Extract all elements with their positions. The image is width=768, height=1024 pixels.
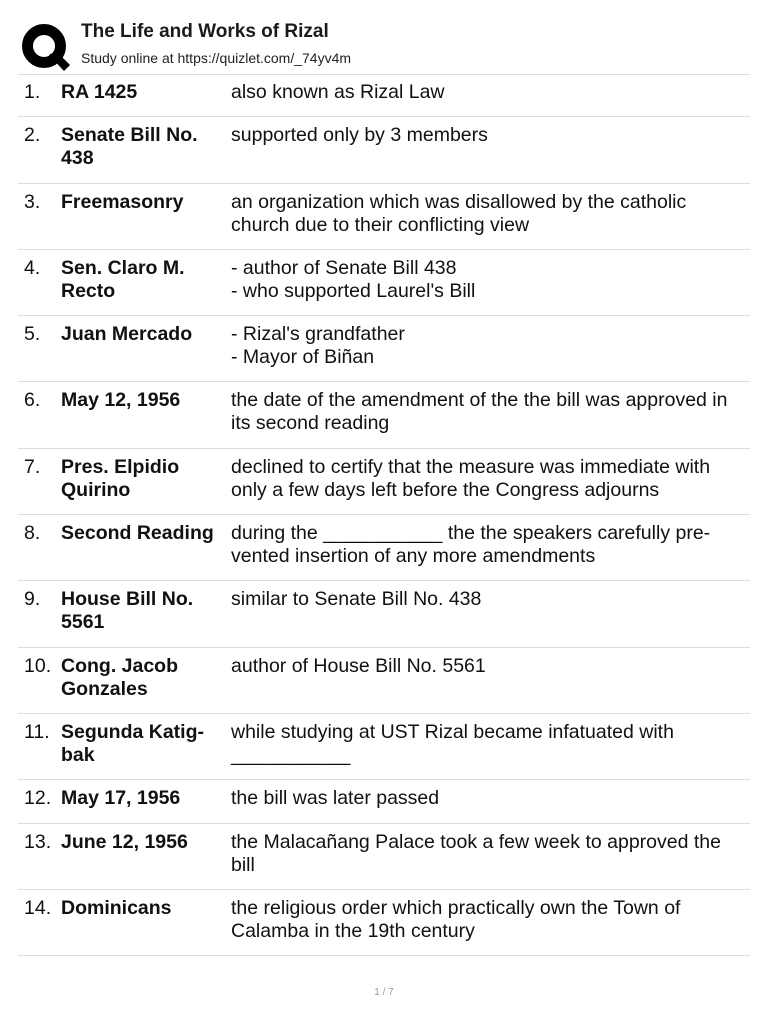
term-line: Segunda Katig- [61,721,205,743]
definition-line: only a few days left before the Congress adjourns [231,479,660,501]
item-term [61,655,225,701]
item-term [61,124,225,170]
term-line: May 12, 1956 [61,389,181,411]
item-definition [231,389,746,435]
item-term [61,81,225,104]
item-definition [231,257,746,303]
definition-line: bill [231,854,255,876]
term-line: Recto [61,280,116,302]
item-number: 8. [24,522,41,544]
item-number: 14. [24,897,52,919]
definition-line: declined to certify that the measure was immediate with [231,456,711,478]
item-term [61,522,225,545]
item-definition [231,655,746,678]
definition-line: the bill was later passed [231,787,440,809]
row-divider [18,955,750,956]
item-number: 10. [24,655,52,677]
document-title: The Life and Works of Rizal [81,21,329,42]
item-term [61,787,225,810]
term-line: House Bill No. [61,588,194,610]
item-definition [231,721,746,767]
item-definition [231,81,746,104]
item-term [61,191,225,214]
definition-line: the religious order which practically own the Town of [231,897,681,919]
definition-line: Calamba in the 19th century [231,920,475,942]
item-definition [231,897,746,943]
list-item [0,184,768,250]
item-number: 13. [24,831,52,853]
item-number: 2. [24,124,41,146]
term-line: Gonzales [61,678,148,700]
item-term [61,831,225,854]
page-indicator: 1 / 7 [374,987,394,998]
item-term [61,389,225,412]
definition-line: while studying at UST Rizal became infatuated with [231,721,674,743]
item-number: 11. [24,721,50,743]
list-item [0,316,768,382]
list-item [0,382,768,449]
list-item [0,780,768,824]
definition-line: the Malacañang Palace took a few week to approved the [231,831,721,853]
item-number: 9. [24,588,41,610]
list-item [0,824,768,890]
item-term [61,721,225,767]
term-line: Sen. Claro M. [61,257,185,279]
list-item [0,74,768,117]
item-definition [231,588,746,611]
term-line: Juan Mercado [61,323,193,345]
item-number: 3. [24,191,41,213]
item-term [61,588,225,634]
item-definition [231,191,746,237]
term-line: 438 [61,147,94,169]
term-line: Freemasonry [61,191,184,213]
item-definition [231,323,746,369]
list-item [0,117,768,184]
term-line: Pres. Elpidio [61,456,180,478]
item-term [61,897,225,920]
list-item [0,648,768,714]
list-item [0,515,768,581]
study-online-link[interactable]: Study online at https://quizlet.com/_74yv4m [81,50,352,66]
item-definition [231,456,746,502]
quizlet-logo-icon [20,22,70,72]
item-definition [231,831,746,877]
term-line: May 17, 1956 [61,787,181,809]
item-term [61,456,225,502]
definition-line: during the ___________ the the speakers carefully pre- [231,522,711,544]
definition-line: author of House Bill No. 5561 [231,655,486,677]
definition-line: - Rizal's grandfather [231,323,405,345]
term-line: Second Reading [61,522,214,544]
item-number: 5. [24,323,41,345]
item-definition [231,124,746,147]
list-item [0,449,768,515]
item-term [61,257,225,303]
definition-line: similar to Senate Bill No. 438 [231,588,482,610]
definition-line: an organization which was disallowed by the catholic [231,191,687,213]
definition-line: - author of Senate Bill 438 [231,257,457,279]
term-line: Senate Bill No. [61,124,198,146]
definition-line: supported only by 3 members [231,124,488,146]
item-term [61,323,225,346]
definition-line: its second reading [231,412,390,434]
definition-line: church due to their conflicting view [231,214,530,236]
item-number: 7. [24,456,41,478]
item-number: 1. [24,81,41,103]
term-line: RA 1425 [61,81,138,103]
item-number: 12. [24,787,52,809]
definition-line: ___________ [231,744,351,766]
definition-line: vented insertion of any more amendments [231,545,596,567]
item-number: 6. [24,389,41,411]
term-line: bak [61,744,95,766]
list-item [0,890,768,956]
document-header [0,0,768,75]
definition-line: the date of the amendment of the the bill was approved in [231,389,728,411]
list-item [0,250,768,316]
term-line: 5561 [61,611,105,633]
definition-line: - who supported Laurel's Bill [231,280,476,302]
term-line: Quirino [61,479,131,501]
list-item [0,714,768,780]
term-line: Cong. Jacob [61,655,179,677]
item-definition [231,787,746,810]
list-item [0,581,768,648]
definition-line: - Mayor of Biñan [231,346,375,368]
term-line: June 12, 1956 [61,831,188,853]
term-line: Dominicans [61,897,172,919]
item-number: 4. [24,257,41,279]
item-definition [231,522,746,568]
definition-line: also known as Rizal Law [231,81,445,103]
